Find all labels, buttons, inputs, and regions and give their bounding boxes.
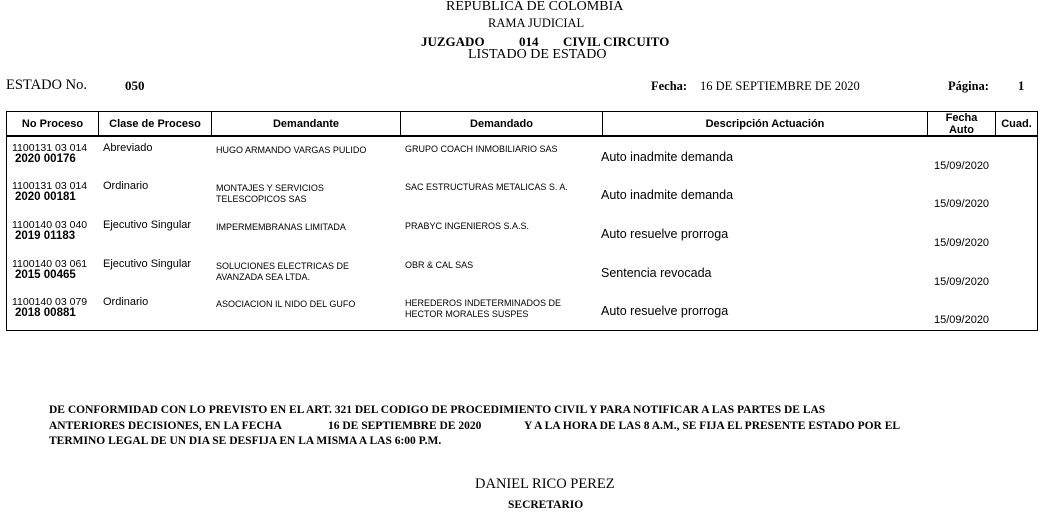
col-demandante: Demandante xyxy=(212,112,401,135)
pagina-label: Página: xyxy=(948,79,989,93)
demandante: ASOCIACION IL NIDO DEL GUFO xyxy=(216,299,356,309)
clase-proceso: Ejecutivo Singular xyxy=(103,219,192,231)
clase-proceso: Ejecutivo Singular xyxy=(103,258,192,270)
descripcion-actuacion: Sentencia revocada xyxy=(601,266,712,280)
demandante: SOLUCIONES ELECTRICAS DE AVANZADA SEA LTDA. xyxy=(216,261,350,282)
descripcion-actuacion: Auto resuelve prorroga xyxy=(601,227,729,241)
clase-proceso: Ordinario xyxy=(103,180,149,192)
proceso-radicado: 1100140 03 061 xyxy=(12,258,88,270)
col-fecha-auto xyxy=(928,112,996,135)
header-listado: LISTADO DE ESTADO xyxy=(468,47,607,62)
fecha-auto: 15/09/2020 xyxy=(934,198,990,210)
demandado: SAC ESTRUCTURAS METALICAS S. A. xyxy=(405,182,568,192)
descripcion-actuacion: Auto inadmite demanda xyxy=(601,188,734,202)
col-clase: Clase de Proceso xyxy=(99,112,212,135)
proceso-numero: 2019 01183 xyxy=(15,230,76,242)
fecha-auto: 15/09/2020 xyxy=(934,276,990,288)
proceso-radicado: 1100131 03 014 xyxy=(12,180,88,192)
fecha-label: Fecha: xyxy=(651,79,688,93)
proceso-numero: 2018 00881 xyxy=(15,307,76,319)
table-header xyxy=(7,112,1037,137)
proceso-radicado: 1100140 03 040 xyxy=(12,219,88,231)
estado-label: ESTADO No. xyxy=(6,77,88,93)
col-demandado: Demandado xyxy=(401,112,603,135)
notice-line-2a: ANTERIORES DECISIONES, EN LA FECHA xyxy=(49,420,282,432)
proceso-numero: 2015 00465 xyxy=(15,269,76,281)
pagina-value: 1 xyxy=(1018,79,1025,93)
signer-name: DANIEL RICO PEREZ xyxy=(475,476,615,492)
notice-line-2c: Y A LA HORA DE LAS 8 A.M., SE FIJA EL PRESENTE ESTADO POR EL xyxy=(524,420,901,432)
header-rama: RAMA JUDICIAL xyxy=(488,16,585,30)
notice-line-3: TERMINO LEGAL DE UN DIA SE DESFIJA EN LA MISMA A LAS 6:00 P.M. xyxy=(49,435,442,447)
col-fecha-line2: Auto xyxy=(948,123,975,136)
proceso-radicado: 1100131 03 014 xyxy=(12,142,88,154)
header-juzgado-num: 014 xyxy=(519,34,539,49)
table-row xyxy=(7,140,1037,178)
col-cuad: Cuad. xyxy=(1001,117,1032,130)
demandado: PRABYC INGENIEROS S.A.S. xyxy=(405,221,530,231)
demandado: OBR & CAL SAS xyxy=(405,260,474,270)
demandado: HEREDEROS INDETERMINADOS DE HECTOR MORALES SUSPES xyxy=(405,298,562,319)
notice-line-1: DE CONFORMIDAD CON LO PREVISTO EN EL ART. 321 DEL CODIGO DE PROCEDIMIENTO CIVIL Y PARA NOTIFICAR A LAS PARTES DE LAS xyxy=(49,404,826,416)
col-fecha-line1: Fecha xyxy=(945,111,978,124)
demandante: MONTAJES Y SERVICIOS TELESCOPICOS SAS xyxy=(216,183,324,204)
table-row xyxy=(7,256,1037,294)
proceso-radicado: 1100140 03 079 xyxy=(12,296,88,308)
table-row xyxy=(7,294,1037,332)
header-republica: REPUBLICA DE COLOMBIA xyxy=(446,0,624,14)
descripcion-actuacion: Auto resuelve prorroga xyxy=(601,304,729,318)
demandante: HUGO ARMANDO VARGAS PULIDO xyxy=(216,145,367,155)
header-juzgado-tipo: CIVIL CIRCUITO xyxy=(563,34,670,49)
fecha-auto: 15/09/2020 xyxy=(934,237,990,249)
clase-proceso: Ordinario xyxy=(103,296,149,308)
fecha-value: 16 DE SEPTIEMBRE DE 2020 xyxy=(700,79,860,93)
notice-line-2-date: 16 DE SEPTIEMBRE DE 2020 xyxy=(328,420,482,432)
signer-role: SECRETARIO xyxy=(508,499,584,511)
table-row xyxy=(7,178,1037,216)
demandante: IMPERMEMBRANAS LIMITADA xyxy=(216,222,346,232)
clase-proceso: Abreviado xyxy=(103,142,153,154)
demandado: GRUPO COACH INMOBILIARIO SAS xyxy=(405,144,558,154)
descripcion-actuacion: Auto inadmite demanda xyxy=(601,150,734,164)
proceso-numero: 2020 00176 xyxy=(15,153,76,165)
estado-table xyxy=(6,111,1038,331)
header-juzgado-label: JUZGADO xyxy=(421,34,485,49)
col-descripcion: Descripción Actuación xyxy=(603,112,928,135)
col-no-proceso: No Proceso xyxy=(7,112,99,135)
fecha-auto: 15/09/2020 xyxy=(934,314,990,326)
estado-number: 050 xyxy=(125,78,145,93)
table-row xyxy=(7,217,1037,255)
fecha-auto: 15/09/2020 xyxy=(934,160,990,172)
proceso-numero: 2020 00181 xyxy=(15,191,76,203)
